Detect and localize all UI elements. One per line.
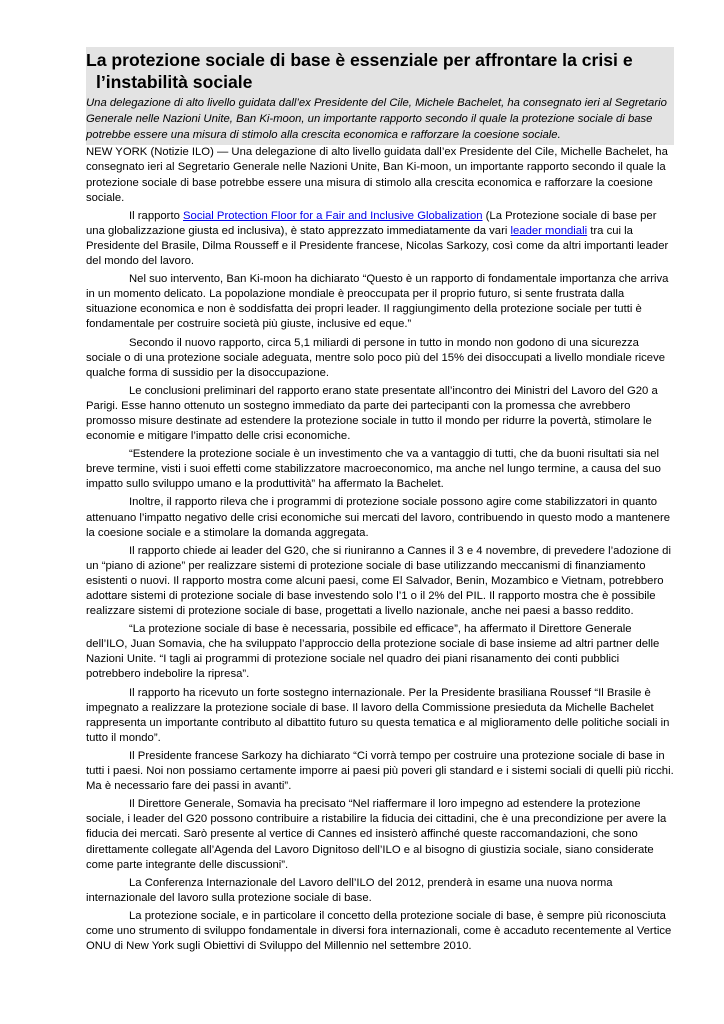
paragraph: Le conclusioni preliminari del rapporto erano state presentate all’incontro dei Ministri del Lavoro del G20 a Parigi. Esse hanno ottenuto un sostegno immediato da parte dei partecipanti con la promessa che avrebbero promosso misure destinate ad estendere la protezione sociale in tutto il mondo per ridurre la povertà, stimolare le economie e mitigare l’impatto delle crisi economiche. [86, 384, 658, 443]
article-lead: Una delegazione di alto livello guidata dall’ex Presidente del Cile, Michele Bachelet, ha consegnato ieri al Segretario Generale nelle Nazioni Unite, Ban Ki-moon, un importante rapporto secondo il quale la protezione sociale di base potrebbe essere una misura di stimolo alla crescita economica e rafforzare la coesione sociale. [86, 97, 667, 141]
paragraph: “La protezione sociale di base è necessaria, possibile ed efficace”, ha affermato il Direttore Generale dell’ILO, Juan Somavia, che ha sviluppato l’approccio della protezione sociale di base insieme ad altri partner delle Nazioni Unite. “I tagli ai programmi di protezione sociale nel quadro dei piani risanamento dei conti pubblici potrebbero indebolire la ripresa”. [86, 623, 660, 681]
paragraph-report [86, 209, 674, 269]
paragraph: Inoltre, il rapporto rileva che i programmi di protezione sociale possono agire come stabilizzatori in quanto attenuano l’impatto negativo delle crisi economiche sui mercati del lavoro, contribuendo in questo modo a mantenere la coesione sociale e a stimolare la domanda aggregata. [86, 496, 671, 539]
article [86, 47, 674, 954]
article-intro: NEW YORK (Notizie ILO) — Una delegazione di alto livello guidata dall’ex Presidente del Cile, Michelle Bachelet, ha consegnato ieri al Segretario Generale nelle Nazioni Unite, Ban Ki-moon, un importante rapporto secondo il quale la protezione sociale di base potrebbe essere una misura di stimolo alla crescita economica e rafforzare la coesione sociale. [86, 146, 668, 204]
paragraph: Il Direttore Generale, Somavia ha precisato “Nel riaffermare il loro impegno ad estendere la protezione sociale, i leader del G20 possono contribuire a ristabilire la fiducia dei cittadini, che è una precondizione per avere la fiducia dei mercati. Sarò presente al vertice di Cannes ed insisterò affinché queste raccomandazioni, che sono direttamente collegate all’Agenda del Lavoro Dignitoso dell’ILO e al bisogno di giustizia sociale, siano considerate come parte integrante delle discussioni”. [86, 798, 667, 871]
article-title: La protezione sociale di base è essenziale per affrontare la crisi e l’instabilità sociale [86, 50, 633, 92]
paragraph: “Estendere la protezione sociale è un investimento che va a vantaggio di tutti, che da buoni risultati sia nel breve termine, visti i suoi effetti come stabilizzatore macroeconomico, ma anche nel lungo termine, a causa del suo impatto sullo sviluppo umano e la produttività” ha affermato la Bachelet. [86, 448, 661, 491]
paragraph: Secondo il nuovo rapporto, circa 5,1 miliardi di persone in tutto in mondo non godono di una sicurezza sociale o di una protezione sociale adeguata, mentre solo poco più del 15% dei disoccupati a livello mondiale riceve qualche forma di sussidio per la disoccupazione. [86, 336, 666, 379]
paragraph: Il rapporto chiede ai leader del G20, che si riuniranno a Cannes il 3 e 4 novembre, di prevedere l’adozione di un “piano di azione” per realizzare sistemi di protezione sociale di base utilizzando meccanismi di finanziamento esistenti o nuovi. Il rapporto mostra come alcuni paesi, come El Salvador, Benin, Mozambico e Vietnam, potrebbero adottare sistemi di protezione sociale di base investendo solo l’1 o il 2% del PIL. Il rapporto mostra che è possibile realizzare sistemi di protezione sociale di base, progettati a livello nazionale, anche nei paesi a basso reddito. [86, 544, 671, 618]
paragraph: Il Presidente francese Sarkozy ha dichiarato “Ci vorrà tempo per costruire una protezione sociale di base in tutti i paesi. Noi non possiamo certamente imporre ai paesi più poveri gli standard e i sistemi sociali di quelli più ricchi. Ma è necessario fare dei passi in avanti”. [86, 749, 674, 793]
paragraph-text: (La Protezione sociale di base per una globalizzazione giusta ed inclusiva), è stato apprezzato immediatamente da vari [86, 209, 657, 237]
report-link[interactable]: Social Protection Floor for a Fair and Inclusive Globalization [183, 209, 483, 222]
paragraph: La protezione sociale, e in particolare il concetto della protezione sociale di base, è sempre più riconosciuta come uno strumento di sviluppo fondamentale in diversi fora internazionali, come è accaduto recentemente al Vertice ONU di New York sugli Obiettivi di Sviluppo del Millennio nel settembre 2010. [86, 909, 672, 953]
paragraph-text: Il rapporto [129, 209, 184, 222]
article-header [86, 47, 674, 145]
paragraph: Il rapporto ha ricevuto un forte sostegno internazionale. Per la Presidente brasiliana Roussef “Il Brasile è impegnato a realizzare la protezione sociale di base. Il lavoro della Commissione presieduta da Michelle Bachelet rappresenta un importante contributo al dibattito futuro su questa tematica e al miglioramento delle politiche sociali in tutto il mondo”. [86, 686, 670, 744]
paragraph-text: tra cui la Presidente del Brasile, Dilma Rousseff e il Presidente francese, Nicolas Sarkozy, così come da altri importanti leader del mondo del lavoro. [86, 224, 669, 268]
paragraph: La Conferenza Internazionale del Lavoro dell’ILO del 2012, prenderà in esame una nuova norma internazionale del lavoro sulla protezione sociale di base. [86, 876, 613, 904]
world-leaders-link[interactable]: leader mondiali [510, 224, 588, 237]
paragraph: Nel suo intervento, Ban Ki-moon ha dichiarato “Questo è un rapporto di fondamentale importanza che arriva in un momento delicato. La popolazione mondiale è preoccupata per il proprio futuro, si sente frustrata dalla situazione economica e non è soddisfatta dei propri leader. Il raggiungimento della protezione sociale per tutti è fondamentale per costruire società più giuste, inclusive ed eque.” [86, 273, 669, 331]
